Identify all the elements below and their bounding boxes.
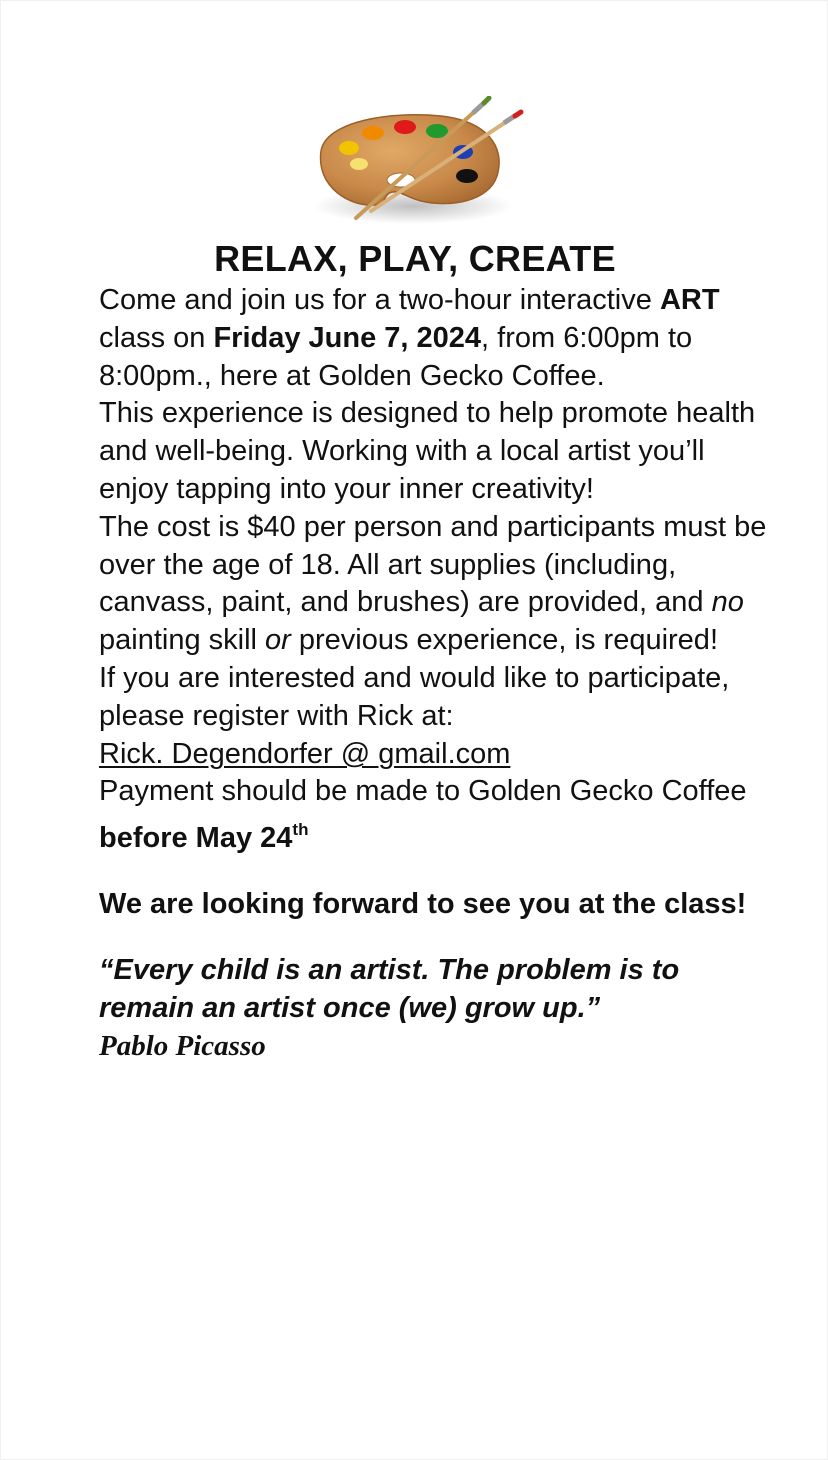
intro-text-3: , from 6:00pm to 8:00pm., here at Golden Gecko Coffee. bbox=[99, 321, 693, 392]
art-keyword: ART bbox=[659, 284, 720, 316]
flyer-body bbox=[99, 282, 779, 1065]
cost-text-3: previous experience, is required! bbox=[290, 624, 718, 657]
closing-message: We are looking forward to see you at the class! bbox=[99, 887, 747, 920]
paint-palette-icon bbox=[301, 96, 533, 236]
spacer bbox=[99, 924, 779, 952]
picasso-quote: “Every child is an artist. The problem is to remain an artist once (we) grow up.” bbox=[99, 953, 680, 1024]
payment-deadline-suffix: th bbox=[292, 820, 309, 840]
paint-palette-graphic bbox=[301, 96, 533, 236]
cost-text-1: The cost is $40 per person and participants must be over the age of 18. All art supplies (including, canvass, paint, and brushes) are provided, and bbox=[99, 510, 767, 619]
register-email-link[interactable]: Rick. Degendorfer @ gmail.com bbox=[99, 737, 511, 770]
payment-paragraph bbox=[99, 773, 779, 858]
intro-paragraph bbox=[99, 282, 779, 395]
spacer bbox=[99, 858, 779, 886]
flyer-title: RELAX, PLAY, CREATE bbox=[214, 238, 616, 279]
payment-text: Payment should be made to Golden Gecko Coffee bbox=[99, 775, 747, 808]
cost-no-emphasis: no bbox=[711, 586, 744, 619]
event-date: Friday June 7, 2024 bbox=[213, 321, 482, 354]
cost-or-emphasis: or bbox=[265, 624, 291, 657]
experience-paragraph: This experience is designed to help promote health and well-being. Working with a local artist you’ll enjoy tapping into your inner creativity! bbox=[99, 397, 756, 505]
intro-text-1: Come and join us for a two-hour interactive bbox=[99, 284, 660, 316]
register-paragraph: If you are interested and would like to participate, please register with Rick at: bbox=[99, 661, 730, 732]
quote-author: Pablo Picasso bbox=[99, 1030, 266, 1063]
cost-paragraph bbox=[99, 509, 779, 660]
register-email-line bbox=[99, 736, 779, 774]
payment-deadline: before May 24 bbox=[99, 822, 293, 855]
cost-text-2: painting skill bbox=[99, 624, 266, 657]
intro-text-2: class on bbox=[99, 321, 214, 354]
